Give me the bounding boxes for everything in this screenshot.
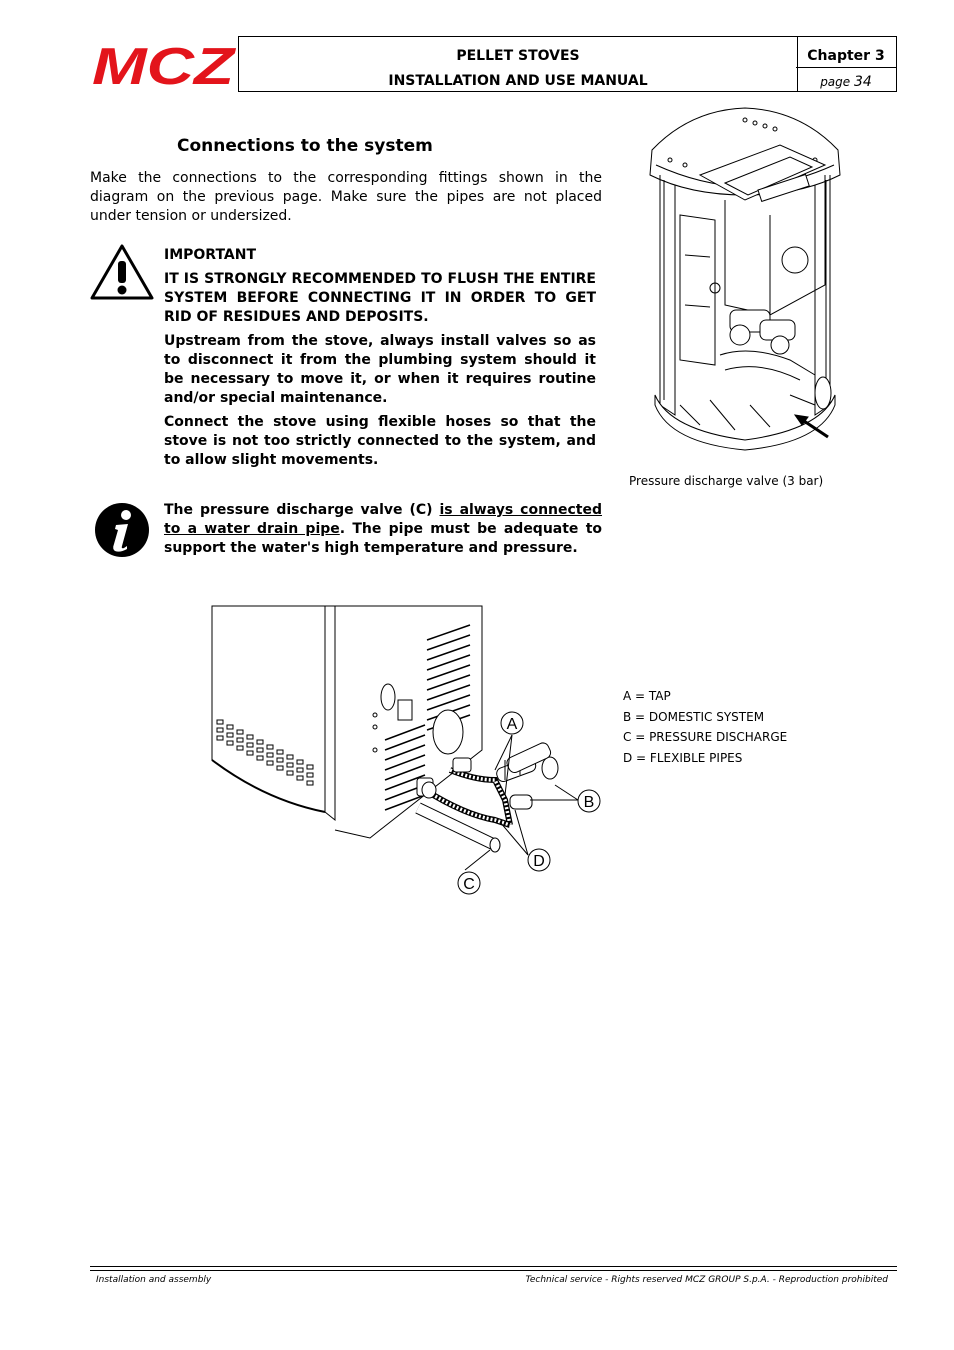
chapter-divider	[796, 67, 896, 68]
legend-item-b: B = DOMESTIC SYSTEM	[623, 709, 765, 724]
logo-text: MCZ	[92, 40, 236, 88]
important-heading: IMPORTANT	[164, 247, 257, 263]
label-d: D	[533, 853, 545, 870]
important-block	[164, 246, 596, 475]
mcz-logo	[90, 40, 236, 88]
header-title-box	[238, 36, 798, 92]
footer-right: Technical service - Rights reserved MCZ GROUP S.p.A. - Reproduction prohibited	[525, 1275, 888, 1285]
info-block	[164, 501, 602, 558]
footer-left: Installation and assembly	[96, 1275, 212, 1285]
label-c: C	[463, 876, 475, 893]
mcz-logo-graphic	[90, 40, 236, 88]
section-title: Connections to the system	[177, 136, 433, 156]
important-paragraph-3: Connect the stove using flexible hoses so that the stove is not too strictly connected to the system, and to allow slight movements.	[164, 414, 596, 468]
label-b: B	[583, 794, 595, 811]
figure-legend	[623, 686, 787, 768]
warning-triangle-icon	[89, 243, 155, 301]
footer-rule	[90, 1266, 897, 1267]
page-number-value: 34	[853, 74, 872, 90]
legend-item-a: A = TAP	[623, 689, 671, 703]
legend-item-c: C = PRESSURE DISCHARGE	[623, 730, 788, 744]
info-text-before: The pressure discharge valve (C)	[164, 502, 440, 518]
header-subtitle: INSTALLATION AND USE MANUAL	[388, 73, 648, 89]
header-title: PELLET STOVES	[456, 48, 580, 64]
info-text-underlined: is always connected to a water drain pipe	[164, 502, 603, 537]
top-figure-caption: Pressure discharge valve (3 bar)	[629, 474, 824, 488]
info-text-after: . The pipe must be adequate to support the water's high temperature and pressure.	[164, 521, 603, 556]
label-a: A	[506, 716, 518, 733]
page-prefix: page	[820, 75, 854, 89]
connections-figure	[205, 600, 615, 900]
important-paragraph-1: IT IS STRONGLY RECOMMENDED TO FLUSH THE ENTIRE SYSTEM BEFORE CONNECTING IT IN ORDER TO GET RID OF RESIDUES AND DEPOSITS.	[164, 271, 596, 325]
chapter-label: Chapter 3	[807, 48, 885, 64]
page-number	[796, 74, 896, 90]
stove-interior-figure	[640, 105, 850, 455]
legend-item-d: D = FLEXIBLE PIPES	[623, 750, 743, 765]
important-paragraph-2: Upstream from the stove, always install valves so as to disconnect it from the plumbing system should it be necessary to move it, or when it requires routine and/or special maintenance.	[164, 333, 596, 406]
info-icon	[94, 502, 150, 558]
footer-rule-2	[90, 1270, 897, 1271]
intro-paragraph: Make the connections to the corresponding fittings shown in the diagram on the previous page. Make sure the pipes are not placed under tension or undersized.	[90, 170, 602, 224]
chapter-box	[796, 36, 897, 92]
